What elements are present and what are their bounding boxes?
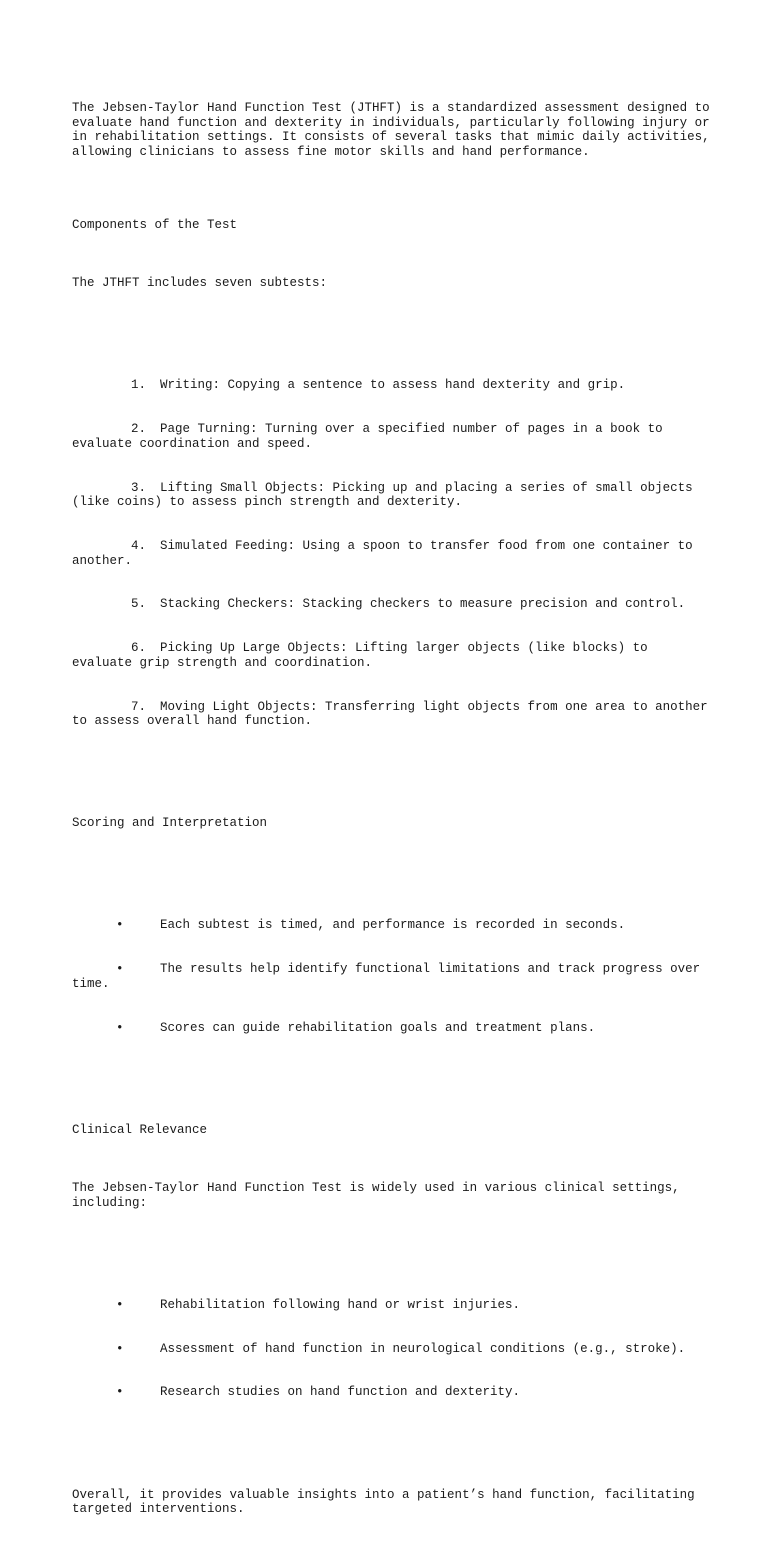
list-item-text: Picking Up Large Objects: Lifting larger objects (like blocks) to evaluate grip strength and coordination. [72,641,656,670]
list-item [72,539,712,568]
bullet-icon: • [116,1297,124,1312]
bullet-icon: • [116,1385,124,1400]
list-item [72,641,712,670]
bullet-icon: • [116,918,124,933]
list-number: 3. [130,480,146,495]
clinical-heading: Clinical Relevance [72,1122,208,1137]
scoring-heading: Scoring and Interpretation [72,816,268,831]
scoring-list [72,889,712,1064]
list-item-text: Each subtest is timed, and performance is recorded in seconds. [160,918,626,933]
list-number: 6. [130,641,146,656]
list-item [72,597,712,612]
subtest-list [72,349,716,758]
list-item [72,699,716,729]
list-item-text: Moving Light Objects: Transferring light objects from one area to another to assess overall hand function. [72,699,716,729]
bullet-icon: • [116,962,124,977]
list-number: 7. [130,699,146,714]
list-item-text: Page Turning: Turning over a specified number of pages in a book to evaluate coordination and speed. [72,422,671,451]
list-number: 1. [130,378,146,393]
list-item-text: Stacking Checkers: Stacking checkers to measure precision and control. [160,597,686,612]
list-item [72,378,712,393]
list-item [72,422,712,451]
list-item [72,1342,712,1357]
list-item-text: Writing: Copying a sentence to assess hand dexterity and grip. [160,378,626,393]
list-item-text: Simulated Feeding: Using a spoon to transfer food from one container to another. [72,539,701,568]
list-item-text: Assessment of hand function in neurological conditions (e.g., stroke). [160,1341,686,1356]
list-item-text: Scores can guide rehabilitation goals and treatment plans. [160,1020,596,1035]
list-item [72,1298,712,1313]
list-item-text: Research studies on hand function and dexterity. [160,1385,521,1400]
list-number: 2. [130,422,146,437]
components-lead: The JTHFT includes seven subtests: [72,276,328,291]
intro-paragraph: The Jebsen-Taylor Hand Function Test (JTHFT) is a standardized assessment designed to evaluate hand function and dexterity in individuals, particularly following injury or in rehabilitation settings. It consists of several tasks that mimic daily activities, allowing clinicians to assess fine motor skills and hand performance. [72,101,718,159]
list-item [72,1021,712,1036]
list-item [72,1385,712,1400]
list-item-text: The results help identify functional limitations and track progress over time. [72,962,708,991]
bullet-icon: • [116,1020,124,1035]
list-item [72,481,712,510]
conclusion-paragraph: Overall, it provides valuable insights into a patient’s hand function, facilitating targeted interventions. [72,1487,703,1517]
list-item-text: Rehabilitation following hand or wrist injuries. [160,1297,521,1312]
clinical-lead: The Jebsen-Taylor Hand Function Test is widely used in various clinical settings, including: [72,1181,688,1210]
list-item-text: Lifting Small Objects: Picking up and placing a series of small objects (like coins) to assess pinch strength and dexterity. [72,480,701,510]
document-page [72,72,718,1546]
list-item [72,918,712,933]
list-number: 5. [130,597,146,612]
components-heading: Components of the Test [72,217,238,232]
list-number: 4. [130,539,146,553]
list-item [72,962,712,991]
clinical-list [72,1269,712,1430]
bullet-icon: • [116,1341,124,1356]
